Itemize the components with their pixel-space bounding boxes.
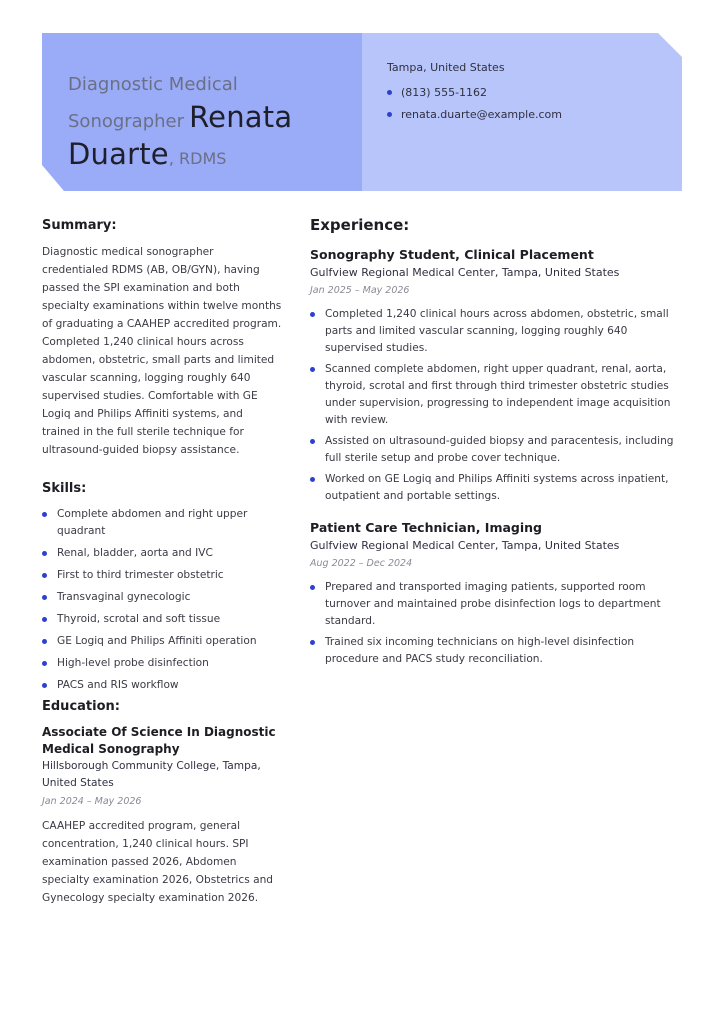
bullet-dot-icon [42,683,47,688]
skill-text: First to third trimester obstetric [57,569,224,581]
skill-text: PACS and RIS workflow [57,679,179,691]
resume-header [42,33,682,191]
bullet-dot-icon [42,595,47,600]
right-column [310,216,682,682]
phone-item [387,86,667,99]
first-name: Renata [189,100,293,134]
job-bullet [310,433,682,467]
skill-item [42,589,282,606]
job-dates: Aug 2022 – Dec 2024 [310,558,413,569]
job-bullets [310,579,682,668]
job-bullet-text: Completed 1,240 clinical hours across abdomen, obstetric, small parts and limited vascular scanning, logging roughly 640 supervised studies. [325,308,669,354]
summary-text: Diagnostic medical sonographer credentialed RDMS (AB, OB/GYN), having passed the SPI examination and both specialty examinations within twelve months of graduating a CAAHEP accredited program. Completed 1,240 clinical hours across abdomen, obstetric, small parts and limited vascular scanning, logging roughly 640 supervised studies. Comfortable with GE Logiq and Philips Affiniti systems, and trained in the full sterile technique for ultrasound-guided biopsy assistance. [42,246,282,456]
bullet-dot-icon [310,640,315,645]
last-name: Duarte [68,137,169,171]
skill-item [42,677,282,694]
education-heading: Education: [42,699,120,714]
skill-text: Thyroid, scrotal and soft tissue [57,613,221,625]
job-role: Sonography Student, Clinical Placement [310,247,594,262]
bullet-dot-icon [42,551,47,556]
skill-text: Transvaginal gynecologic [57,591,191,603]
bullet-dot-icon [310,367,315,372]
skill-item [42,633,282,650]
job-organization: Gulfview Regional Medical Center, Tampa, United States [310,539,620,552]
job-bullet [310,471,682,505]
job-role: Patient Care Technician, Imaging [310,520,542,535]
job-dates: Jan 2025 – May 2026 [310,285,410,296]
bullet-dot-icon [310,312,315,317]
contact-info [387,61,667,130]
skills-list [42,506,282,694]
bullet-dot-icon [387,112,392,117]
education-description: CAAHEP accredited program, general concentration, 1,240 clinical hours. SPI examination passed 2026, Abdomen specialty examination 2026, Obstetrics and Gynecology specialty examination 2026. [42,820,274,904]
job-bullet-text: Prepared and transported imaging patients, supported room turnover and maintained probe disinfection logs to department standard. [325,581,661,627]
job-entry [310,246,682,505]
education-dates: Jan 2024 – May 2026 [42,796,142,807]
job-bullet-text: Scanned complete abdomen, right upper quadrant, renal, aorta, thyroid, scrotal and first through third trimester obstetric studies under supervision, progressing to independent image acquisition with review. [325,363,671,426]
job-entry [310,519,682,668]
job-bullet [310,634,682,668]
job-bullet-text: Trained six incoming technicians on high-level disinfection procedure and PACS study reconciliation. [325,636,635,665]
job-bullet [310,306,682,357]
skill-item [42,567,282,584]
skill-text: High-level probe disinfection [57,657,209,669]
job-organization: Gulfview Regional Medical Center, Tampa, United States [310,266,620,279]
job-bullet [310,361,682,429]
name-block [68,69,348,175]
job-bullet-text: Assisted on ultrasound-guided biopsy and paracentesis, including full sterile setup and probe cover technique. [325,435,674,464]
job-bullets [310,306,682,505]
skill-item [42,506,282,540]
education-school: Hillsborough Community College, Tampa, United States [42,760,261,789]
job-bullet-text: Worked on GE Logiq and Philips Affiniti systems across inpatient, outpatient and portable settings. [325,473,669,502]
bullet-dot-icon [387,90,392,95]
bullet-dot-icon [310,439,315,444]
bullet-dot-icon [310,585,315,590]
education-degree: Associate Of Science In Diagnostic Medical Sonography [42,725,276,756]
bullet-dot-icon [42,617,47,622]
job-title: Diagnostic Medical Sonographer [68,74,238,132]
skill-text: Complete abdomen and right upper quadrant [57,508,248,537]
left-column [42,218,282,907]
skill-text: GE Logiq and Philips Affiniti operation [57,635,257,647]
skill-item [42,611,282,628]
email-item [387,108,667,121]
bullet-dot-icon [42,639,47,644]
phone: (813) 555-1162 [401,86,488,99]
skill-item [42,655,282,672]
experience-heading: Experience: [310,216,410,234]
credentials: , RDMS [168,149,227,168]
summary-heading: Summary: [42,218,117,233]
skills-heading: Skills: [42,481,87,496]
skill-text: Renal, bladder, aorta and IVC [57,547,213,559]
job-bullet [310,579,682,630]
email: renata.duarte@example.com [401,108,562,121]
bullet-dot-icon [42,512,47,517]
skill-item [42,545,282,562]
location: Tampa, United States [387,61,505,74]
bullet-dot-icon [310,477,315,482]
bullet-dot-icon [42,573,47,578]
bullet-dot-icon [42,661,47,666]
